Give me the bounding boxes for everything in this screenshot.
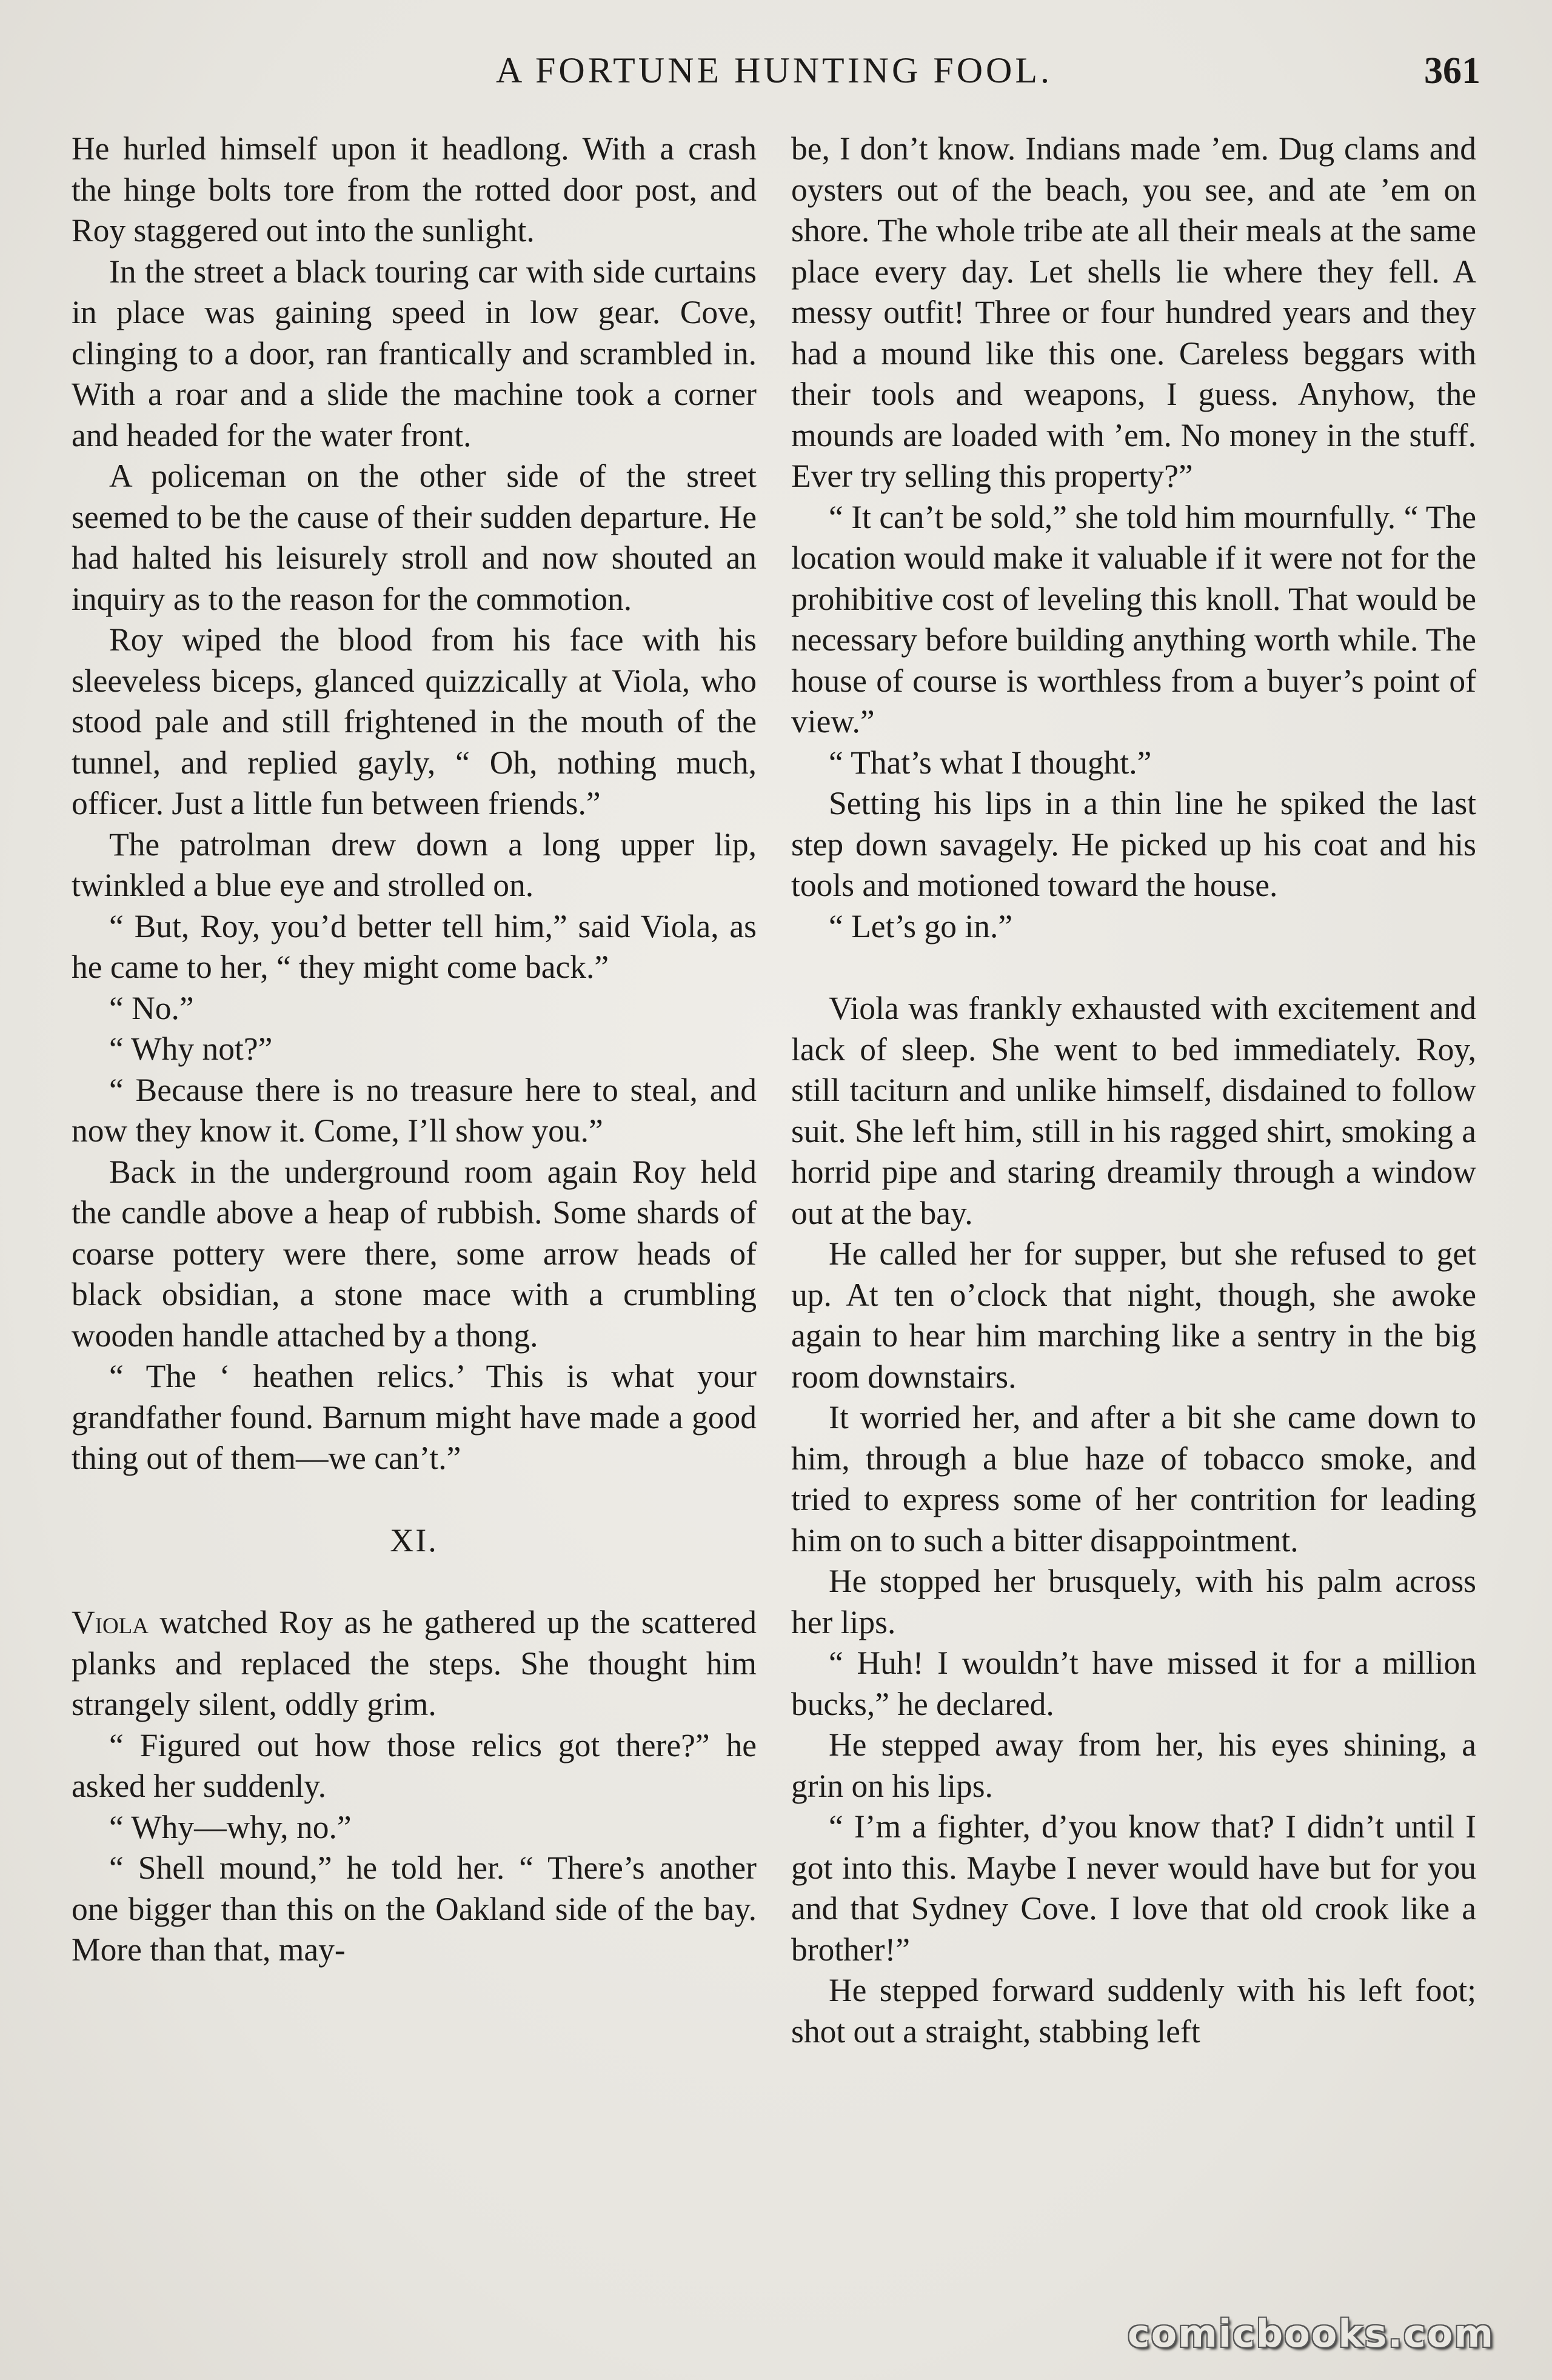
paragraph: He stepped away from her, his eyes shining, a grin on his lips.: [791, 1727, 1476, 1804]
paragraph: “ It can’t be sold,” she told him mournfully. “ The location would make it valuable if it were not for the prohibitive cost of leveling this knoll. That would be necessary before building anything worth while. The house of course is worthless from a buyer’s point of view.”: [791, 498, 1476, 740]
paragraph: “ Huh! I wouldn’t have missed it for a million bucks,” he declared.: [791, 1645, 1476, 1722]
paragraph: Viola was frankly exhausted with excitement and lack of sleep. She went to bed immediately. Roy, still taciturn and unlike himself, disdained to follow suit. She left him, still in his ragged shirt, smoking a horrid pipe and staring dreamily through a window out at the bay.: [791, 990, 1476, 1231]
paragraph: “ The ‘ heathen relics.’ This is what your grandfather found. Barnum might have made a good thing out of them—we can’t.”: [72, 1358, 757, 1476]
site-watermark: comicbooks.com: [1127, 2311, 1494, 2356]
drop-word: Viola: [72, 1604, 149, 1640]
paragraph: Setting his lips in a thin line he spiked the last step down savagely. He picked up his coat and his tools and motioned toward the house.: [791, 785, 1476, 903]
paragraph: In the street a black touring car with side curtains in place was gaining speed in low gear. Cove, clinging to a door, ran frantically and scrambled in. With a roar and a slide the machine took a corner and headed for the water front.: [72, 253, 757, 453]
paragraph-text: watched Roy as he gathered up the scattered planks and replaced the steps. She thought him strangely silent, oddly grim.: [72, 1604, 757, 1722]
paragraph: “ Let’s go in.”: [829, 908, 1013, 944]
paragraph: “ Because there is no treasure here to steal, and now they know it. Come, I’ll show you.”: [72, 1071, 757, 1149]
paragraph: It worried her, and after a bit she came down to him, through a blue haze of tobacco smoke, and tried to express some of her contrition for leading him on to such a bitter disappointment.: [791, 1399, 1476, 1559]
running-title: A FORTUNE HUNTING FOOL.: [495, 50, 1053, 90]
paragraph: “ Figured out how those relics got there?” he asked her suddenly.: [72, 1727, 757, 1804]
section-opening-paragraph: [72, 1602, 757, 1725]
paragraph: The patrolman drew down a long upper lip, twinkled a blue eye and strolled on.: [72, 826, 757, 903]
paragraph: “ But, Roy, you’d better tell him,” said Viola, as he came to her, “ they might come back.”: [72, 908, 757, 985]
paragraph: He stepped forward suddenly with his left foot; shot out a straight, stabbing left: [791, 1972, 1476, 2050]
page-header: [68, 50, 1480, 104]
left-column: [72, 129, 757, 1971]
paragraph: “ Shell mound,” he told her. “ There’s another one bigger than this on the Oakland side of the bay. More than that, may-: [72, 1850, 757, 1968]
paragraph: “ That’s what I thought.”: [829, 744, 1152, 781]
paragraph: “ Why not?”: [109, 1031, 273, 1067]
paragraph: Back in the underground room again Roy held the candle above a heap of rubbish. Some shards of coarse pottery were there, some arrow heads of black obsidian, a stone mace with a crumbling wooden handle attached by a thong.: [72, 1153, 757, 1354]
paragraph: He hurled himself upon it headlong. With a crash the hinge bolts tore from the rotted door post, and Roy staggered out into the sunlight.: [72, 130, 757, 249]
paragraph: He stopped her brusquely, with his palm across her lips.: [791, 1563, 1476, 1640]
page-number: 361: [1424, 50, 1480, 92]
paragraph: “ I’m a fighter, d’you know that? I didn’t until I got into this. Maybe I never would have but for you and that Sydney Cove. I love that old crook like a brother!”: [791, 1808, 1476, 1968]
paragraph: “ No.”: [109, 989, 194, 1026]
right-column: [791, 129, 1476, 2052]
paragraph: Roy wiped the blood from his face with his sleeveless biceps, glanced quizzically at Viola, who stood pale and still frightened in the mouth of the tunnel, and replied gayly, “ Oh, nothing much, officer. Just a little fun between friends.”: [72, 621, 757, 821]
paragraph: “ Why—why, no.”: [109, 1808, 352, 1845]
paragraph: A policeman on the other side of the street seemed to be the cause of their sudden departure. He had halted his leisurely stroll and now shouted an inquiry as to the reason for the commotion.: [72, 458, 757, 617]
paragraph: be, I don’t know. Indians made ’em. Dug clams and oysters out of the beach, you see, and ate ’em on shore. The whole tribe ate all their meals at the same place every day. Let shells lie where they fell. A messy outfit! Three or four hundred years and they had a mound like this one. Careless beggars with their tools and weapons, I guess. Anyhow, the mounds are loaded with ’em. No money in the stuff. Ever try selling this property?”: [791, 130, 1476, 494]
section-heading: XI.: [390, 1522, 438, 1559]
paragraph: He called her for supper, but she refused to get up. At ten o’clock that night, though, she awoke again to hear him marching like a sentry in the big room downstairs.: [791, 1235, 1476, 1395]
